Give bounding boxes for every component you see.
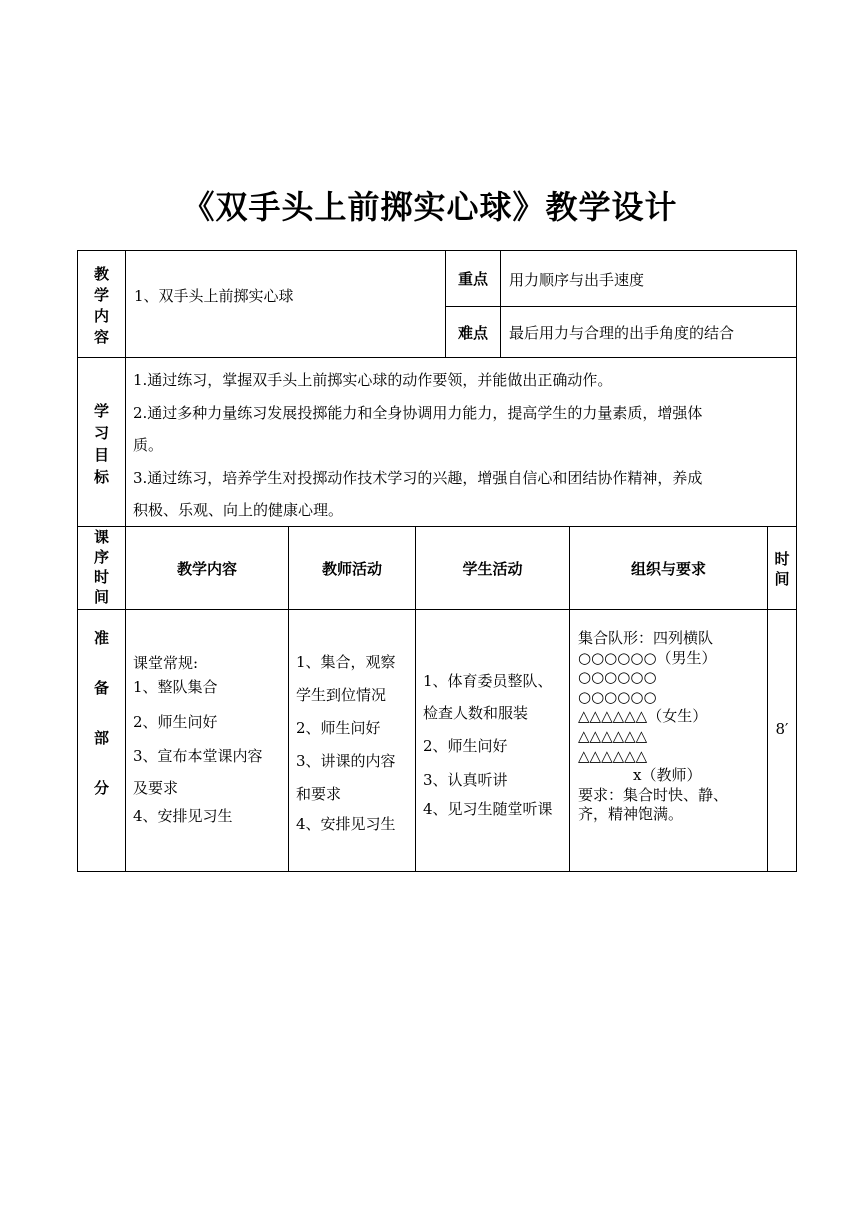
difficulty-text: 最后用力与合理的出手角度的结合 — [509, 324, 735, 342]
goal-line: 2.通过多种力量练习发展投掷能力和全身协调用力能力，提高学生的力量素质，增强体 — [133, 403, 703, 422]
formation-girls-row: △△△△△△ — [578, 726, 648, 745]
prep-time: 8′ — [775, 720, 789, 738]
formation-boys-row: ○○○○○○（男生） — [578, 648, 717, 667]
goals-text — [133, 364, 793, 527]
formation-girls-row: △△△△△△ — [578, 746, 648, 765]
prep-label: 准 备 部 分 — [93, 629, 109, 797]
prep-teacher: 1、集合，观察 学生到位情况 2、师生问好 3、讲课的内容 和要求 4、安排见习生 — [296, 653, 396, 833]
content-item: 1、双手头上前掷实心球 — [134, 287, 294, 305]
prep-content: 课堂常规: 1、整队集合 2、师生问好 3、宣布本堂课内容 及要求 4、安排见习生 — [133, 654, 263, 825]
formation-boys-row: ○○○○○○ — [578, 687, 657, 706]
difficulty-label: 难点 — [457, 323, 488, 342]
header-organization: 组织与要求 — [630, 559, 706, 578]
goal-line: 质。 — [133, 436, 164, 454]
header-teacher-activity: 教师活动 — [321, 559, 382, 578]
goal-line: 3.通过练习，培养学生对投掷动作技术学习的兴趣，增强自信心和团结协作精神，养成 — [133, 468, 703, 487]
key-point-label: 重点 — [457, 270, 488, 288]
goals-label: 学 习 目 标 — [93, 402, 109, 486]
page-title: 《双手头上前掷实心球》教学设计 — [182, 188, 678, 226]
header-time: 时 间 — [774, 550, 790, 588]
header-student-activity: 学生活动 — [462, 559, 523, 578]
goal-line: 积极、乐观、向上的健康心理。 — [133, 501, 344, 519]
key-point-text: 用力顺序与出手速度 — [509, 271, 645, 289]
goal-line: 1.通过练习，掌握双手头上前掷实心球的动作要领，并能做出正确动作。 — [133, 371, 613, 389]
header-sequence: 课 序 时 间 — [93, 528, 109, 606]
header-teaching-content: 教学内容 — [176, 559, 237, 578]
formation-girls-row: △△△△△△（女生） — [578, 707, 708, 726]
prep-student: 1、体育委员整队、 检查人数和服装 2、师生问好 3、认真听讲 4、见习生随堂听课 — [423, 672, 553, 818]
content-label: 教 学 内 容 — [93, 265, 109, 346]
prep-organization: 集合队形：四列横队 ○○○○○○（男生） ○○○○○○ ○○○○○○ △△△△△△（女生） △△△△△△ △△△△△△ x（教师） 要求：集合时快、静、 齐，精神饱满。 — [578, 629, 767, 825]
formation-teacher: x（教师） — [633, 766, 702, 785]
formation-boys-row: ○○○○○○ — [578, 668, 657, 687]
